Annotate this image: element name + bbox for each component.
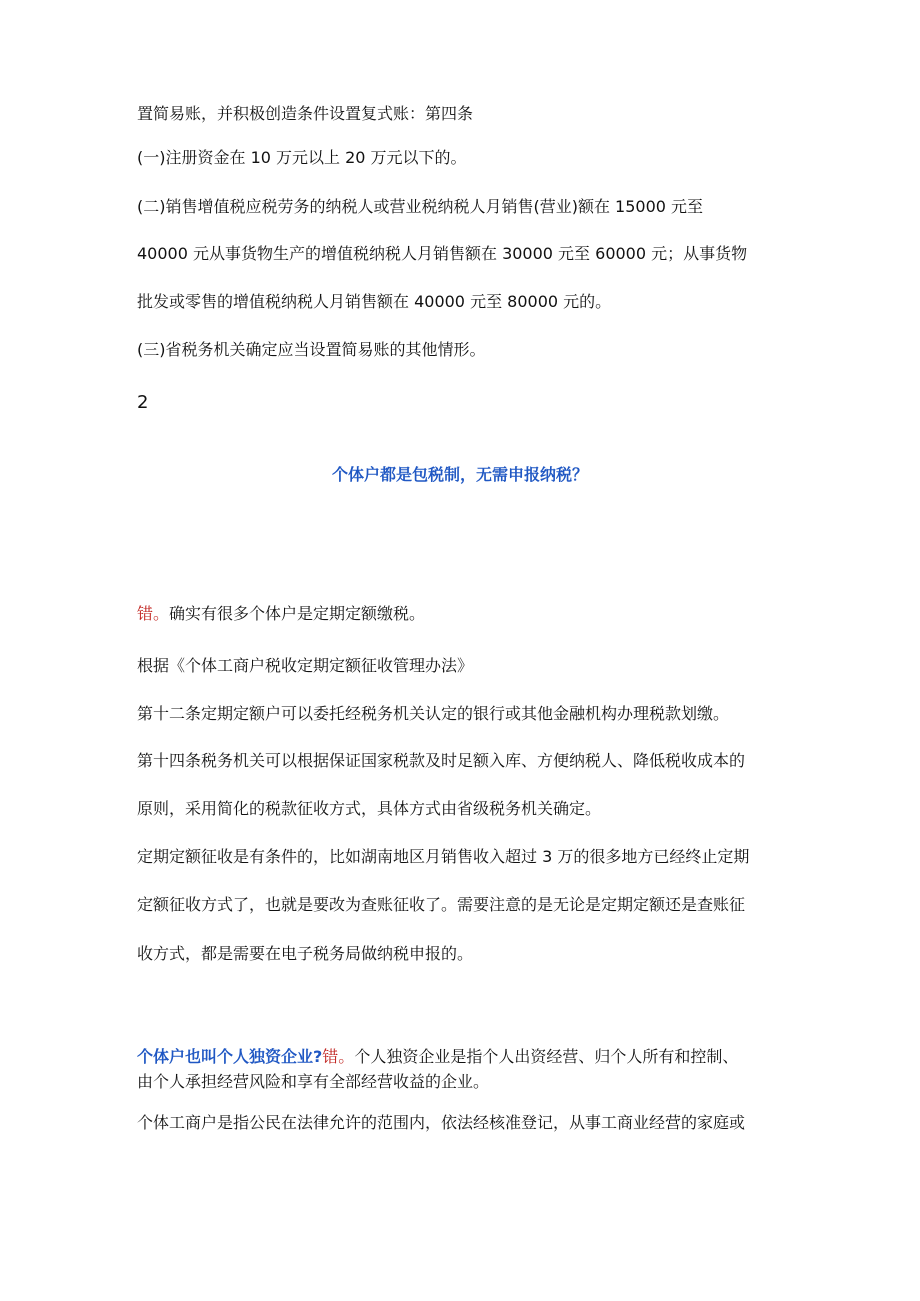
text-line: 原则，采用简化的税款征收方式，具体方式由省级税务机关确定。 — [137, 799, 602, 818]
answer-text: 确实有很多个体户是定期定额缴税。 — [169, 604, 426, 623]
text-line: 置简易账，并积极创造条件设置复式账：第四条 — [137, 104, 474, 123]
question-label: 个体户也叫个人独资企业? — [137, 1047, 323, 1066]
answer-text: 个人独资企业是指个人出资经营、归个人所有和控制、 — [354, 1047, 739, 1066]
text-line: 定额征收方式了，也就是要改为查账征收了。需要注意的是无论是定期定额还是查账征 — [137, 895, 746, 914]
question-heading: 个体户都是包税制，无需申报纳税？ — [331, 465, 588, 484]
text-line: 根据《个体工商户税收定期定额征收管理办法》 — [137, 656, 474, 675]
answer-line — [137, 604, 425, 624]
text-line: 定期定额征收是有条件的，比如湖南地区月销售收入超过 3 万的很多地方已经终止定期 — [137, 847, 750, 866]
text-line: (一)注册资金在 10 万元以上 20 万元以下的。 — [137, 148, 467, 167]
text-line: 个体工商户是指公民在法律允许的范围内，依法经核准登记，从事工商业经营的家庭或 — [137, 1113, 746, 1132]
text-line: 第十二条定期定额户可以委托经税务机关认定的银行或其他金融机构办理税款划缴。 — [137, 704, 730, 723]
question-line — [137, 1047, 738, 1067]
text-line: 批发或零售的增值税纳税人月销售额在 40000 元至 80000 元的。 — [137, 292, 612, 311]
text-line: (三)省税务机关确定应当设置简易账的其他情形。 — [137, 340, 486, 359]
wrong-mark: 错。 — [322, 1047, 355, 1066]
text-line: 第十四条税务机关可以根据保证国家税款及时足额入库、方便纳税人、降低税收成本的 — [137, 751, 746, 770]
text-line: (二)销售增值税应税劳务的纳税人或营业税纳税人月销售(营业)额在 15000 元至 — [137, 197, 704, 216]
text-line: 收方式，都是需要在电子税务局做纳税申报的。 — [137, 944, 474, 963]
text-line: 40000 元从事货物生产的增值税纳税人月销售额在 30000 元至 60000 元；从事货物 — [137, 244, 748, 263]
wrong-mark: 错。 — [137, 604, 170, 623]
text-line: 由个人承担经营风险和享有全部经营收益的企业。 — [137, 1072, 490, 1091]
section-number: 2 — [137, 392, 149, 413]
